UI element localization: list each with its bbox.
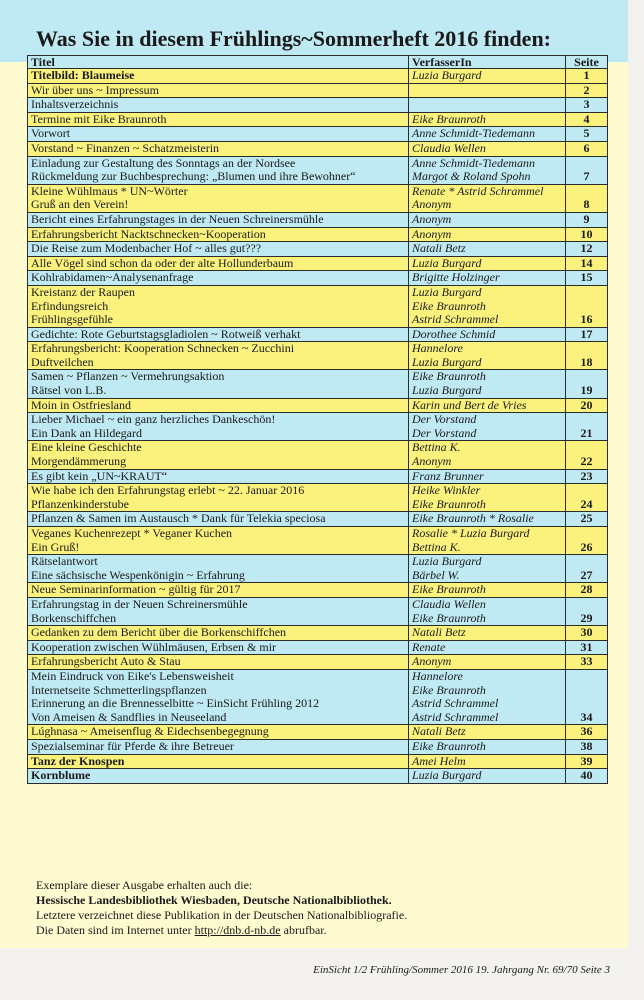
entry-title-cell — [28, 754, 409, 769]
entry-page-number: 15 — [566, 271, 608, 286]
entry-author: Bettina K. — [412, 539, 461, 554]
entry-author: Renate * Astrid Schrammel — [412, 184, 544, 198]
contents-table-body — [28, 69, 608, 784]
entry-title: Lúghnasa ~ Ameisenflug & Eidechsenbegegnung — [31, 724, 269, 739]
entry-author-cell — [409, 398, 566, 413]
entry-author-cell — [409, 127, 566, 142]
table-row — [28, 242, 608, 257]
entry-author: Anonym — [412, 454, 452, 469]
entry-title: Gruß an den Verein! — [31, 197, 129, 212]
entry-title: Ein Gruß! — [31, 539, 80, 554]
entry-author: Hannelore — [412, 669, 463, 683]
entry-author: Claudia Wellen — [412, 141, 486, 155]
entry-title: Wir über uns ~ Impressum — [31, 83, 159, 97]
entry-author-cell — [409, 512, 566, 527]
entry-page-number: 8 — [566, 184, 608, 212]
entry-title: Inhaltsverzeichnis — [31, 97, 119, 112]
library-note-text: abrufbar. — [283, 923, 327, 937]
table-row — [28, 655, 608, 670]
entry-title: Tanz der Knospen — [31, 754, 125, 768]
table-row — [28, 441, 608, 469]
table-row — [28, 469, 608, 484]
table-row — [28, 127, 608, 142]
entry-author: Eike Braunroth — [412, 298, 486, 313]
entry-page-number: 33 — [566, 655, 608, 670]
entry-author: Renate — [412, 640, 446, 654]
entry-author: Hannelore — [412, 341, 463, 356]
entry-title-cell — [28, 583, 409, 598]
entry-author-cell — [409, 413, 566, 441]
entry-page-number: 22 — [566, 441, 608, 469]
entry-author: Anonym — [412, 212, 452, 226]
entry-author-cell — [409, 327, 566, 342]
entry-author: Bärbel W. — [412, 567, 460, 582]
entry-title-cell — [28, 141, 409, 156]
entry-title-cell — [28, 227, 409, 242]
entry-author: Anonym — [412, 654, 452, 669]
table-row — [28, 413, 608, 441]
entry-title: Erinnerung an die Brennesselbitte ~ EinSicht Frühling 2012 — [31, 696, 320, 711]
library-note-line — [36, 923, 616, 938]
entry-author-cell — [409, 69, 566, 84]
entry-author: Dorothee Schmid — [412, 327, 496, 341]
entry-title-cell — [28, 212, 409, 227]
entry-title-cell — [28, 184, 409, 212]
entry-page-number: 4 — [566, 112, 608, 127]
entry-page-number: 16 — [566, 285, 608, 327]
table-row — [28, 597, 608, 625]
entry-title: Eine kleine Geschichte — [31, 440, 142, 455]
entry-page-number: 34 — [566, 669, 608, 724]
entry-title-cell — [28, 626, 409, 641]
column-header-title: Titel — [28, 56, 409, 69]
entry-page-number: 28 — [566, 583, 608, 598]
entry-author: Eike Braunroth — [412, 582, 486, 597]
column-header-author: VerfasserIn — [409, 56, 566, 69]
table-row — [28, 512, 608, 527]
table-row — [28, 626, 608, 641]
entry-page-number: 39 — [566, 754, 608, 769]
entry-title: Duftveilchen — [31, 354, 94, 369]
entry-title: Pflanzen & Samen im Austausch * Dank für Telekia speciosa — [31, 511, 326, 526]
entry-author: Luzia Burgard — [412, 354, 482, 369]
entry-title-cell — [28, 127, 409, 142]
entry-author-cell — [409, 271, 566, 286]
entry-page-number: 18 — [566, 342, 608, 370]
entry-title-cell — [28, 413, 409, 441]
entry-title-cell — [28, 342, 409, 370]
entry-title: Kreistanz der Raupen — [31, 285, 135, 299]
entry-title-cell — [28, 271, 409, 286]
entry-author: Eike Braunroth — [412, 369, 486, 384]
entry-author: Der Vorstand — [412, 412, 477, 427]
table-row — [28, 640, 608, 655]
entry-author: Eike Braunroth — [412, 112, 486, 126]
entry-title-cell — [28, 597, 409, 625]
entry-author: Luzia Burgard — [412, 383, 482, 398]
entry-author-cell — [409, 484, 566, 512]
entry-author: Anonym — [412, 227, 452, 241]
entry-title-cell — [28, 83, 409, 98]
entry-author-cell — [409, 184, 566, 212]
entry-author: Eike Braunroth — [412, 496, 486, 511]
entry-author: Luzia Burgard — [412, 285, 482, 299]
entry-title: Titelbild: Blaumeise — [31, 68, 135, 82]
entry-title-cell — [28, 725, 409, 740]
entry-author-cell — [409, 242, 566, 257]
entry-title: Veganes Kuchenrezept * Veganer Kuchen — [31, 526, 233, 540]
entry-title-cell — [28, 370, 409, 398]
entry-title: Samen ~ Pflanzen ~ Vermehrungsaktion — [31, 369, 225, 384]
entry-author-cell — [409, 98, 566, 113]
entry-author-cell — [409, 655, 566, 670]
entry-title-cell — [28, 112, 409, 127]
entry-title: Rätselantwort — [31, 554, 98, 569]
entry-title: Ein Dank an Hildegard — [31, 425, 142, 440]
table-row — [28, 327, 608, 342]
entry-author-cell — [409, 112, 566, 127]
table-row — [28, 342, 608, 370]
library-note-line: Letztere verzeichnet diese Publikation in der Deutschen Nationalbibliografie. — [36, 908, 408, 922]
entry-author: Anonym — [412, 197, 452, 212]
entry-title: Alle Vögel sind schon da oder der alte Hollunderbaum — [31, 256, 294, 270]
entry-page-number: 3 — [566, 98, 608, 113]
entry-page-number: 20 — [566, 398, 608, 413]
table-row — [28, 212, 608, 227]
entry-author: Bettina K. — [412, 440, 461, 455]
entry-page-number: 26 — [566, 527, 608, 555]
entry-page-number: 21 — [566, 413, 608, 441]
entry-title-cell — [28, 285, 409, 327]
entry-author-cell — [409, 754, 566, 769]
entry-page-number: 40 — [566, 769, 608, 784]
entry-title-cell — [28, 441, 409, 469]
library-note-text: Die Daten sind im Internet unter — [36, 923, 192, 937]
entry-page-number: 14 — [566, 256, 608, 271]
entry-title-cell — [28, 398, 409, 413]
table-row — [28, 156, 608, 184]
entry-author: Astrid Schrammel — [412, 709, 499, 724]
entry-author: Heike Winkler — [412, 483, 481, 498]
entry-page-number: 29 — [566, 597, 608, 625]
entry-author-cell — [409, 285, 566, 327]
entry-author: Luzia Burgard — [412, 554, 482, 569]
entry-author: Eike Braunroth — [412, 739, 486, 753]
entry-author: Karin und Bert de Vries — [412, 398, 527, 412]
entry-page-number: 17 — [566, 327, 608, 342]
entry-author-cell — [409, 527, 566, 555]
entry-title: Vorwort — [31, 126, 71, 141]
table-row — [28, 769, 608, 784]
entry-title: Borkenschiffchen — [31, 610, 117, 625]
library-names: Hessische Landesbibliothek Wiesbaden, Deutsche Nationalbibliothek. — [36, 893, 392, 907]
entry-page-number: 27 — [566, 555, 608, 583]
entry-page-number: 25 — [566, 512, 608, 527]
entry-title: Rätsel von L.B. — [31, 383, 107, 398]
entry-title: Termine mit Eike Braunroth — [31, 112, 167, 126]
table-row — [28, 256, 608, 271]
table-row — [28, 398, 608, 413]
table-row — [28, 669, 608, 724]
entry-title-cell — [28, 469, 409, 484]
entry-author: Anne Schmidt-Tiedemann — [412, 156, 535, 170]
entry-author: Brigitte Holzinger — [412, 270, 500, 285]
entry-author-cell — [409, 256, 566, 271]
table-row — [28, 184, 608, 212]
entry-author-cell — [409, 640, 566, 655]
entry-page-number: 30 — [566, 626, 608, 641]
entry-title: Frühlingsgefühle — [31, 312, 113, 327]
entry-author: Luzia Burgard — [412, 768, 482, 783]
entry-author: Rosalie * Luzia Burgard — [412, 526, 530, 540]
entry-author: Natali Betz — [412, 625, 466, 640]
table-row — [28, 271, 608, 286]
table-row — [28, 69, 608, 84]
entry-title: Erfahrungsbericht: Kooperation Schnecken ~ Zucchini — [31, 341, 295, 356]
entry-author: Astrid Schrammel — [412, 696, 499, 711]
entry-title: Erfahrungsbericht Auto & Stau — [31, 654, 181, 669]
entry-title: Internetseite Schmetterlingspflanzen — [31, 682, 207, 697]
entry-author: Astrid Schrammel — [412, 312, 499, 327]
entry-title-cell — [28, 484, 409, 512]
entry-title: Neue Seminarinformation ~ gültig für 2017 — [31, 582, 241, 597]
entry-title: Pflanzenkinderstube — [31, 496, 129, 511]
table-row — [28, 98, 608, 113]
contents-table — [27, 55, 608, 784]
entry-author-cell — [409, 342, 566, 370]
entry-title: Erfahrungsbericht Nacktschnecken~Kooperation — [31, 227, 266, 241]
entry-author-cell — [409, 370, 566, 398]
entry-author: Anne Schmidt-Tiedemann — [412, 126, 535, 141]
entry-title: Gedanken zu dem Bericht über die Borkenschiffchen — [31, 625, 287, 640]
entry-title: Wie habe ich den Erfahrungstag erlebt ~ 22. Januar 2016 — [31, 483, 305, 498]
table-row — [28, 484, 608, 512]
entry-title: Vorstand ~ Finanzen ~ Schatzmeisterin — [31, 141, 220, 155]
table-row — [28, 725, 608, 740]
table-row — [28, 227, 608, 242]
entry-title: Einladung zur Gestaltung des Sonntags an der Nordsee — [31, 156, 296, 170]
entry-author: Luzia Burgard — [412, 68, 482, 82]
entry-author: Eike Braunroth — [412, 610, 486, 625]
entry-title-cell — [28, 156, 409, 184]
entry-title-cell — [28, 512, 409, 527]
entry-title: Kleine Wühlmaus * UN~Wörter — [31, 184, 188, 198]
entry-title: Gedichte: Rote Geburtstagsgladiolen ~ Rotweiß verhakt — [31, 327, 301, 341]
entry-author-cell — [409, 597, 566, 625]
entry-title-cell — [28, 640, 409, 655]
entry-author-cell — [409, 441, 566, 469]
entry-page-number: 6 — [566, 141, 608, 156]
table-header-row — [28, 56, 608, 69]
entry-title: Morgendämmerung — [31, 454, 127, 469]
entry-author-cell — [409, 626, 566, 641]
entry-title: Bericht eines Erfahrungstages in der Neuen Schreinersmühle — [31, 212, 324, 226]
entry-title-cell — [28, 69, 409, 84]
table-row — [28, 555, 608, 583]
page-title: Was Sie in diesem Frühlings~Sommerheft 2016 finden: — [36, 26, 552, 51]
entry-title: Rückmeldung zur Buchbesprechung: „Blumen und ihre Bewohner“ — [31, 169, 356, 184]
entry-title-cell — [28, 242, 409, 257]
entry-author-cell — [409, 725, 566, 740]
entry-page-number: 24 — [566, 484, 608, 512]
entry-author: Eike Braunroth — [412, 682, 486, 697]
entry-page-number: 38 — [566, 739, 608, 754]
table-row — [28, 583, 608, 598]
entry-page-number: 19 — [566, 370, 608, 398]
dnb-link[interactable]: http://dnb.d-nb.de — [194, 923, 281, 937]
table-row — [28, 739, 608, 754]
entry-author-cell — [409, 469, 566, 484]
library-note — [36, 878, 616, 938]
entry-author-cell — [409, 141, 566, 156]
entry-page-number: 31 — [566, 640, 608, 655]
entry-author-cell — [409, 583, 566, 598]
entry-author: Eike Braunroth * Rosalie — [412, 511, 534, 526]
entry-author: Luzia Burgard — [412, 256, 482, 270]
entry-page-number: 2 — [566, 83, 608, 98]
entry-title: Kornblume — [31, 768, 91, 783]
entry-author-cell — [409, 769, 566, 784]
entry-page-number: 9 — [566, 212, 608, 227]
entry-author: Claudia Wellen — [412, 597, 486, 611]
entry-title-cell — [28, 739, 409, 754]
entry-title: Von Ameisen & Sandflies in Neuseeland — [31, 709, 227, 724]
entry-author: Margot & Roland Spohn — [412, 169, 531, 184]
page-footer: EinSicht 1/2 Frühling/Sommer 2016 19. Jahrgang Nr. 69/70 Seite 3 — [313, 964, 610, 976]
entry-title: Erfindungsreich — [31, 298, 109, 313]
entry-page-number: 12 — [566, 242, 608, 257]
column-header-page: Seite — [566, 56, 608, 69]
entry-title-cell — [28, 555, 409, 583]
entry-title: Moin in Ostfriesland — [31, 398, 131, 412]
entry-page-number: 23 — [566, 469, 608, 484]
entry-title-cell — [28, 527, 409, 555]
entry-author-cell — [409, 555, 566, 583]
entry-title: Eine sächsische Wespenkönigin ~ Erfahrung — [31, 567, 245, 582]
entry-title: Kooperation zwischen Wühlmäusen, Erbsen & mir — [31, 640, 277, 654]
library-note-line: Exemplare dieser Ausgabe erhalten auch die: — [36, 878, 253, 892]
entry-author-cell — [409, 739, 566, 754]
entry-author: Der Vorstand — [412, 425, 477, 440]
entry-title-cell — [28, 98, 409, 113]
entry-author-cell — [409, 156, 566, 184]
entry-page-number: 1 — [566, 69, 608, 84]
entry-title-cell — [28, 655, 409, 670]
entry-author-cell — [409, 212, 566, 227]
entry-title-cell — [28, 669, 409, 724]
entry-author: Natali Betz — [412, 724, 466, 739]
entry-title: Es gibt kein „UN~KRAUT“ — [31, 469, 168, 483]
table-row — [28, 754, 608, 769]
table-row — [28, 141, 608, 156]
table-row — [28, 370, 608, 398]
entry-page-number: 5 — [566, 127, 608, 142]
entry-title-cell — [28, 256, 409, 271]
entry-author: Natali Betz — [412, 241, 466, 256]
entry-title: Erfahrungstag in der Neuen Schreinersmühle — [31, 597, 248, 611]
entry-title: Lieber Michael ~ ein ganz herzliches Dankeschön! — [31, 412, 276, 427]
entry-page-number: 7 — [566, 156, 608, 184]
entry-title-cell — [28, 327, 409, 342]
entry-title: Die Reise zum Modenbacher Hof ~ alles gut??? — [31, 241, 262, 256]
entry-author-cell — [409, 669, 566, 724]
entry-author-cell — [409, 83, 566, 98]
entry-title: Kohlrabidamen~Analysenanfrage — [31, 270, 194, 285]
table-row — [28, 83, 608, 98]
entry-title-cell — [28, 769, 409, 784]
entry-page-number: 10 — [566, 227, 608, 242]
entry-author-cell — [409, 227, 566, 242]
entry-title: Mein Eindruck von Eike's Lebensweisheit — [31, 669, 234, 683]
table-row — [28, 285, 608, 327]
entry-author: Franz Brunner — [412, 469, 484, 483]
entry-author: Amei Helm — [412, 754, 466, 768]
entry-page-number: 36 — [566, 725, 608, 740]
table-row — [28, 112, 608, 127]
entry-title: Spezialseminar für Pferde & ihre Betreuer — [31, 739, 234, 753]
table-row — [28, 527, 608, 555]
